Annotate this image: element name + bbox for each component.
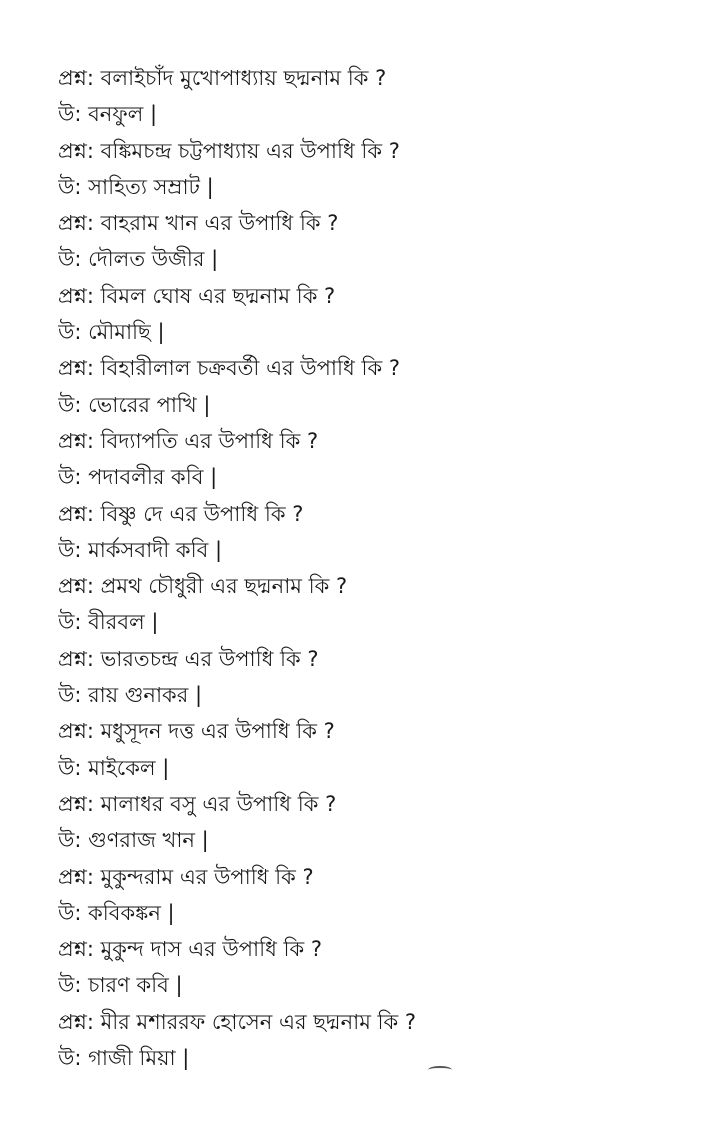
answer-line: উ: দৌলত উজীর | [58,247,219,272]
answer-line: উ: কবিকঙ্কন | [58,900,175,925]
question-line: প্রশ্ন: বিমল ঘোষ এর ছদ্মনাম কি ? [58,283,336,308]
answer-line: উ: রায় গুনাকর | [58,683,203,708]
answer-line: উ: গাজী মিয়া | [58,1046,190,1071]
question-line: প্রশ্ন: প্রমথ চৌধুরী এর ছদ্মনাম কি ? [58,574,348,599]
question-line: প্রশ্ন: বলাইচাঁদ মুখোপাধ্যায় ছদ্মনাম কি ? [58,66,387,90]
answer-line: উ: মার্কসবাদী কবি | [58,537,223,562]
question-line: প্রশ্ন: বিষ্ণু দে এর উপাধি কি ? [58,501,304,526]
question-line: প্রশ্ন: মালাধর বসু এর উপাধি কি ? [58,791,337,816]
answer-line: উ: বনফুল | [58,102,158,127]
question-line: প্রশ্ন: ভারতচন্দ্র এর উপাধি কি ? [58,646,319,671]
question-line: প্রশ্ন: বাহরাম খান এর উপাধি কি ? [58,211,339,236]
answer-line: উ: মাইকেল | [58,755,170,780]
qa-list [58,60,698,1076]
question-line: প্রশ্ন: বিহারীলাল চক্রবর্তী এর উপাধি কি ? [58,356,400,381]
answer-line: উ: ভোরের পাখি | [58,392,211,417]
question-line: প্রশ্ন: মধুসূদন দত্ত এর উপাধি কি ? [58,719,335,744]
question-line: প্রশ্ন: মুকুন্দরাম এর উপাধি কি ? [58,864,314,889]
answer-line: উ: চারণ কবি | [58,973,183,998]
answer-line: উ: মৌমাছি | [58,320,165,345]
question-line: প্রশ্ন: মুকুন্দ দাস এর উপাধি কি ? [58,937,323,962]
question-line: প্রশ্ন: বিদ্যাপতি এর উপাধি কি ? [58,428,319,453]
question-line: প্রশ্ন: বঙ্কিমচন্দ্র চট্টপাধ্যায় এর উপাধি কি ? [58,138,400,163]
answer-line: উ: বীরবল | [58,610,159,635]
answer-line: উ: গুণরাজ খান | [58,828,209,853]
answer-line: উ: সাহিত্য সম্রাট | [58,174,214,199]
cut-off-text-mark [428,1066,452,1074]
question-line: প্রশ্ন: মীর মশাররফ হোসেন এর ছদ্মনাম কি ? [58,1009,417,1034]
answer-line: উ: পদাবলীর কবি | [58,465,218,490]
